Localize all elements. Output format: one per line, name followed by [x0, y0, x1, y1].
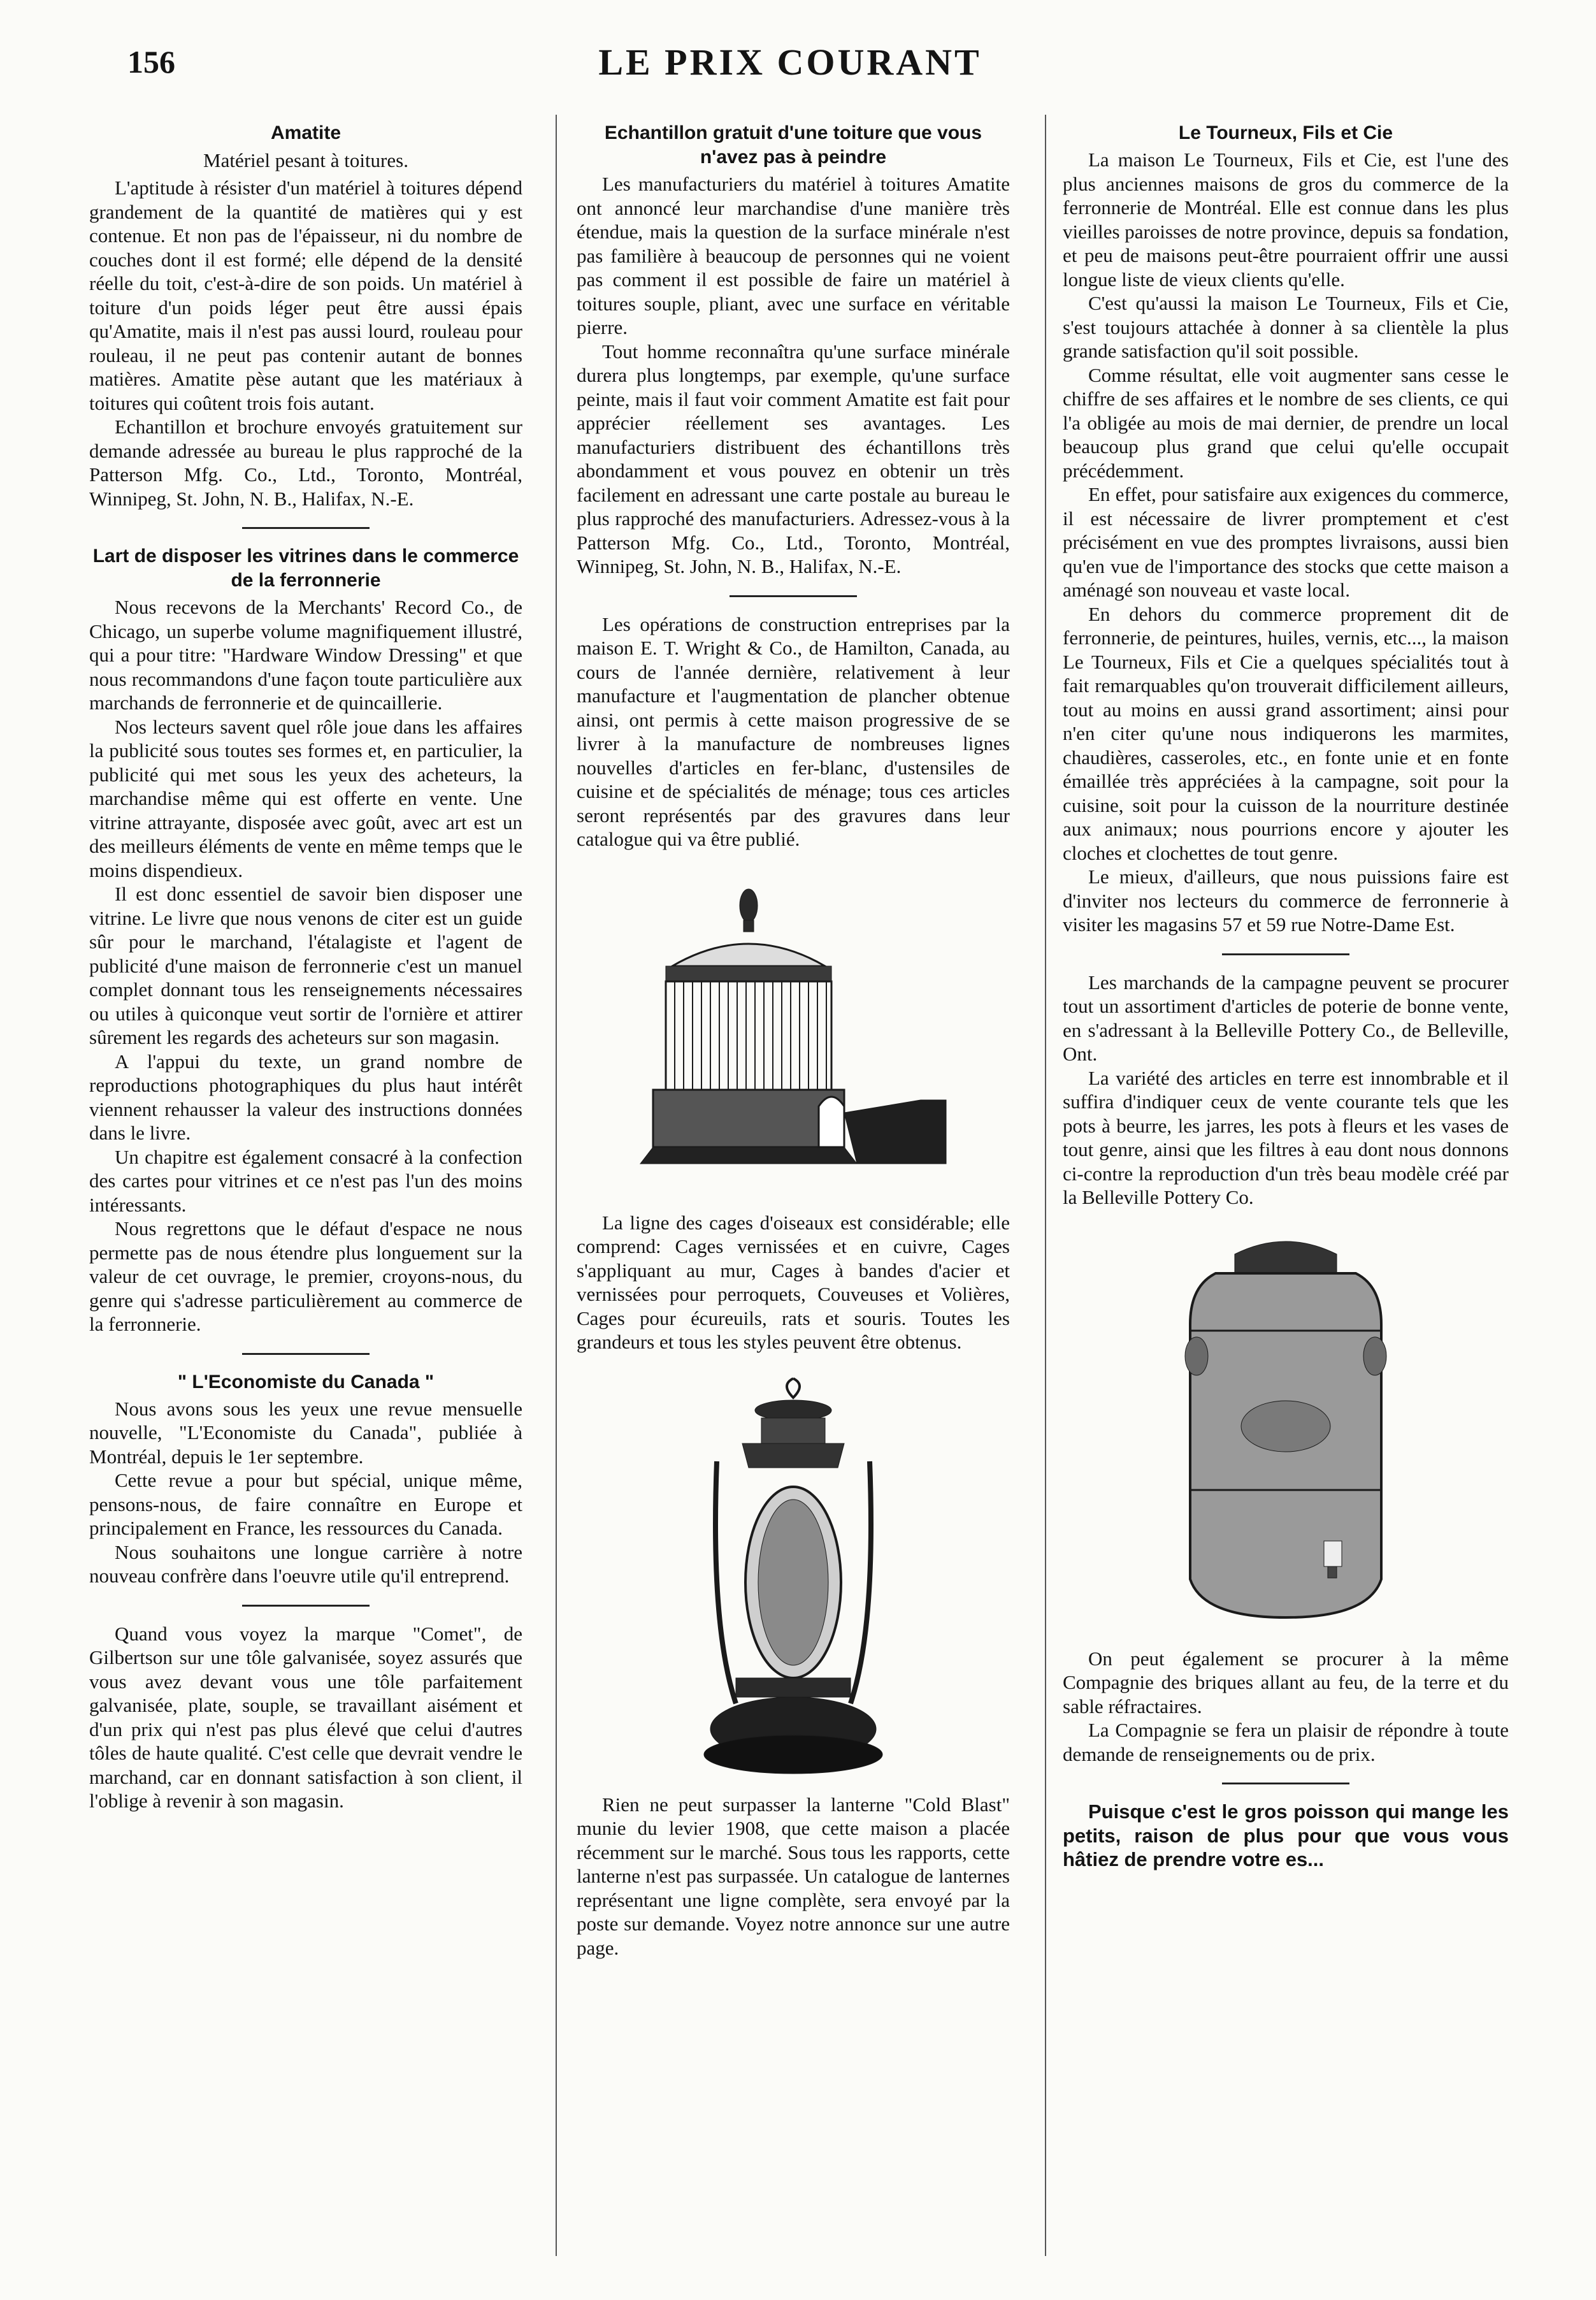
article-wright	[577, 612, 1010, 851]
article-title: Echantillon gratuit d'une toiture que vous n'avez pas à peindre	[604, 122, 982, 168]
column-right	[1063, 115, 1509, 2269]
page-number: 156	[127, 44, 175, 80]
paragraph: C'est qu'aussi la maison Le Tourneux, Fils et Cie, s'est toujours attachée à donner à sa clientèle la plus grande satisfaction qu'il soit possible.	[1063, 292, 1509, 362]
column-divider	[1045, 115, 1046, 2256]
paragraph: A l'appui du texte, un grand nombre de reproductions photographiques du plus haut intérêt viennent rehausser la valeur des instructions données dans le livre.	[89, 1050, 522, 1144]
article-poterie	[1063, 971, 1509, 1210]
lantern-illustration	[698, 1372, 889, 1780]
paragraph: En dehors du commerce proprement dit de ferronnerie, de peintures, huiles, vernis, etc..., la maison Le Tourneux, Fils et Cie a quelques spécialités tout à fait remarquables qu'on trouverait difficilement ailleurs, tout au moins en aussi grand assortiment; ainsi pour n'en citer qu'une nous indiquerons les marmites, chaudières, casseroles, etc., en fonte unie et en fonte émaillée très appréciées à la campagne, soit pour la cuisine, soit pour la cuisson de la nourriture destinée aux animaux; nous pourrions encore y ajouter les cloches et clochettes de tout genre.	[1063, 602, 1509, 864]
column-divider	[556, 115, 557, 2256]
article-poisson	[1063, 1800, 1509, 1872]
paragraph: Les marchands de la campagne peuvent se procurer tout un assortiment d'articles de poterie de bonne vente, en s'adressant à la Belleville Pottery Co., de Belleville, Ont.	[1063, 971, 1509, 1065]
paragraph: Nous souhaitons une longue carrière à notre nouveau confrère dans l'oeuvre utile qu'il entreprend.	[89, 1540, 522, 1587]
article-vitrines	[89, 544, 522, 1336]
article-comet	[89, 1622, 522, 1813]
section-separator	[242, 1353, 370, 1355]
section-separator	[242, 527, 370, 529]
article-echantillon	[577, 121, 1010, 579]
paragraph: Les manufacturiers du matériel à toitures Amatite ont annoncé leur marchandise d'une manière très étendue, mais la question de la surface minérale n'est pas familière à beaucoup de personnes qui ne voient pas comment il est possible de faire un matériel à toitures souple, pliant, avec une surface en véritable pierre.	[577, 173, 1010, 338]
paragraph: Le mieux, d'ailleurs, que nous puissions faire est d'inviter nos lecteurs du commerce de ferronnerie à visiter les magasins 57 et 59 rue Notre-Dame Est.	[1063, 865, 1509, 936]
paragraph: La Compagnie se fera un plaisir de répondre à toute demande de renseignements ou de prix.	[1063, 1719, 1509, 1765]
paragraph: Echantillon et brochure envoyés gratuitement sur demande adressée au bureau le plus rapproché de la Patterson Mfg. Co., Ltd., Toronto, Montréal, Winnipeg, St. John, N. B., Halifax, N.-E.	[89, 416, 522, 510]
paragraph: On peut également se procurer à la même Compagnie des briques allant au feu, de la terre et du sable réfractaires.	[1063, 1647, 1509, 1718]
paragraph: Quand vous voyez la marque "Comet", de Gilbertson sur une tôle galvanisée, soyez assurés que vous avez devant vous une tôle parfaitement galvanisée, plate, souple, se travaillant aisément et d'un prix qui n'est pas plus élevé que celui d'autres tôles de haute qualité. C'est celle que devrait vendre le marchand, car en donnant satisfaction à son client, il l'oblige à revenir à son magasin.	[89, 1622, 522, 1812]
paragraph: Rien ne peut surpasser la lanterne "Cold Blast" munie du levier 1908, que cette maison a placée récemment sur le marché. Sous tous les rapports, cette lanterne n'est pas surpassée. Un catalogue de lanternes représentant une ligne complète, sera envoyé par la poste sur demande. Voyez notre annonce sur une autre page.	[577, 1793, 1010, 1959]
article-economiste	[89, 1370, 522, 1588]
article-title: " L'Economiste du Canada "	[177, 1371, 435, 1392]
section-separator	[730, 595, 857, 597]
page-header	[121, 32, 1459, 102]
section-separator	[242, 1605, 370, 1607]
paragraph: La ligne des cages d'oiseaux est considérable; elle comprend: Cages vernissées et en cuivre, Cages s'appliquant au mur, Cages à bandes d'acier et vernissées pour perroquets, Couveuses et Volières, Cages pour écureuils, rats et souris. Toutes les grandeurs et tous les styles peuvent être obtenus.	[577, 1211, 1010, 1353]
bird-cage-illustration	[589, 883, 997, 1196]
paragraph: Puisque c'est le gros poisson qui mange les petits, raison de plus pour que vous vous hâtiez de prendre votre es...	[1063, 1800, 1509, 1870]
article-tourneux	[1063, 121, 1509, 937]
section-separator	[1222, 1783, 1349, 1784]
paragraph: Comme résultat, elle voit augmenter sans cesse le chiffre de ses affaires et le nombre de ses clients, ce qui l'a obligée au mois de mai dernier, de prendre un local beaucoup plus grand que celui qu'elle occupait précédemment.	[1063, 363, 1509, 482]
paragraph: Un chapitre est également consacré à la confection des cartes pour vitrines et ce n'est pas l'un des moins intéressants.	[89, 1145, 522, 1216]
paragraph: En effet, pour satisfaire aux exigences du commerce, il est nécessaire de livrer promptement et c'est précisément en vue des promptes livraisons, aussi bien qu'en vue de l'importance des stocks que cette maison a aménagé son nouveau et vaste local.	[1063, 483, 1509, 601]
paragraph: Il est donc essentiel de savoir bien disposer une vitrine. Le livre que nous venons de citer est un guide sûr pour le marchand, l'étalagiste et l'agent de publicité d'une maison de ferronnerie c'est un manuel complet donnant tous les renseignements nécessaires ou utiles à quiconque veut sortir de l'ornière et attirer sûrement les regards des acheteurs sur son magasin.	[89, 883, 522, 1048]
paragraph: Nos lecteurs savent quel rôle joue dans les affaires la publicité sous toutes ses formes et, en particulier, la publicité qui met sous les yeux des acheteurs, la marchandise même qui est offerte en vente. Une vitrine attrayante, disposée avec goût, avec art est un des meilleurs éléments de vente en même temps que le moins dispendieux.	[89, 715, 522, 881]
article-title: Lart de disposer les vitrines dans le commerce de la ferronnerie	[92, 546, 519, 591]
column-left	[89, 115, 522, 2269]
column-middle	[577, 115, 1010, 2269]
journal-title: LE PRIX COURANT	[598, 41, 982, 83]
paragraph: La maison Le Tourneux, Fils et Cie, est l'une des plus anciennes maisons de gros du commerce de la ferronnerie de Montréal. Elle est connue dans les plus vieilles paroisses de notre province, depuis sa fondation, et peu de maisons peut-être pourraient offrir une aussi longue liste de vieux clients qu'elle.	[1063, 148, 1509, 291]
article-title: Le Tourneux, Fils et Cie	[1178, 122, 1393, 143]
paragraph: La variété des articles en terre est innombrable et il suffira d'indiquer ceux de vente courante tels que les pots à beurre, les jarres, les pots à fleurs et les vases de tout genre, ainsi que les filtres à eau dont nous donnons ci-contre la reproduction d'un très beau modèle créé par la Belleville Pottery Co.	[1063, 1066, 1509, 1208]
water-filter-illustration	[1177, 1235, 1394, 1630]
article-cages	[577, 1211, 1010, 1354]
article-lanterne	[577, 1793, 1010, 1960]
section-separator	[1222, 953, 1349, 955]
paragraph: Tout homme reconnaîtra qu'une surface minérale durera plus longtemps, par exemple, qu'une surface peinte, mais il faut voir comment Amatite est fait pour apprécier réellement ses avantages. Les manufacturiers distribuent des échantillons très abondamment et vous pouvez en obtenir un très facilement en adressant une carte postale au bureau le plus rapproché des manufacturiers. Adressez-vous à la Patterson Mfg. Co., Ltd., Toronto, Montréal, Winnipeg, St. John, N. B., Halifax, N.-E.	[577, 340, 1010, 577]
paragraph: Nous avons sous les yeux une revue mensuelle nouvelle, "L'Economiste du Canada", publiée à Montréal, depuis le 1er septembre.	[89, 1397, 522, 1468]
article-amatite	[89, 121, 522, 510]
paragraph: Nous recevons de la Merchants' Record Co., de Chicago, un superbe volume magnifiquement illustré, qui a pour titre: "Hardware Window Dressing" et que nous recommandons d'une façon toute particulière aux marchands de ferronnerie et de quincaillerie.	[89, 596, 522, 714]
paragraph: Cette revue a pour but spécial, unique même, pensons-nous, de faire connaître en Europe et principalement en France, les ressources du Canada.	[89, 1469, 522, 1539]
article-subtitle: Matériel pesant à toitures.	[203, 149, 408, 171]
article-poterie-suite	[1063, 1647, 1509, 1767]
paragraph: L'aptitude à résister d'un matériel à toitures dépend grandement de la quantité de matières qui y est contenue. Et non pas de l'épaisseur, ni du nombre de couches dont il est formé; elle dépend de la densité réelle du toit, c'est-à-dire de son poids. Un matériel à toiture d'un poids léger peut être aussi épais qu'Amatite, mais il n'est pas aussi lourd, rouleau pour rouleau, il ne peut pas contenir autant de bonnes matières. Amatite pèse autant que les matériaux à toitures qui coûtent trois fois autant.	[89, 177, 522, 414]
article-title: Amatite	[270, 122, 341, 143]
paragraph: Les opérations de construction entreprises par la maison E. T. Wright & Co., de Hamilton, Canada, au cours de l'année dernière, relativement à leur manufacture et l'augmentation de plancher obtenue ainsi, ont permis à cette maison progressive de se livrer à la manufacture de nombreuses lignes nouvelles d'articles en fer-blanc, d'ustensiles de cuisine et de spécialités de ménage; tous ces articles seront représentés par des gravures dans leur catalogue qui va être publié.	[577, 612, 1010, 850]
paragraph: Nous regrettons que le défaut d'espace ne nous permette pas de nous étendre plus longuement sur la valeur de cet ouvrage, le premier, croyons-nous, du genre qui s'adresse particulièrement au commerce de la ferronnerie.	[89, 1217, 522, 1335]
